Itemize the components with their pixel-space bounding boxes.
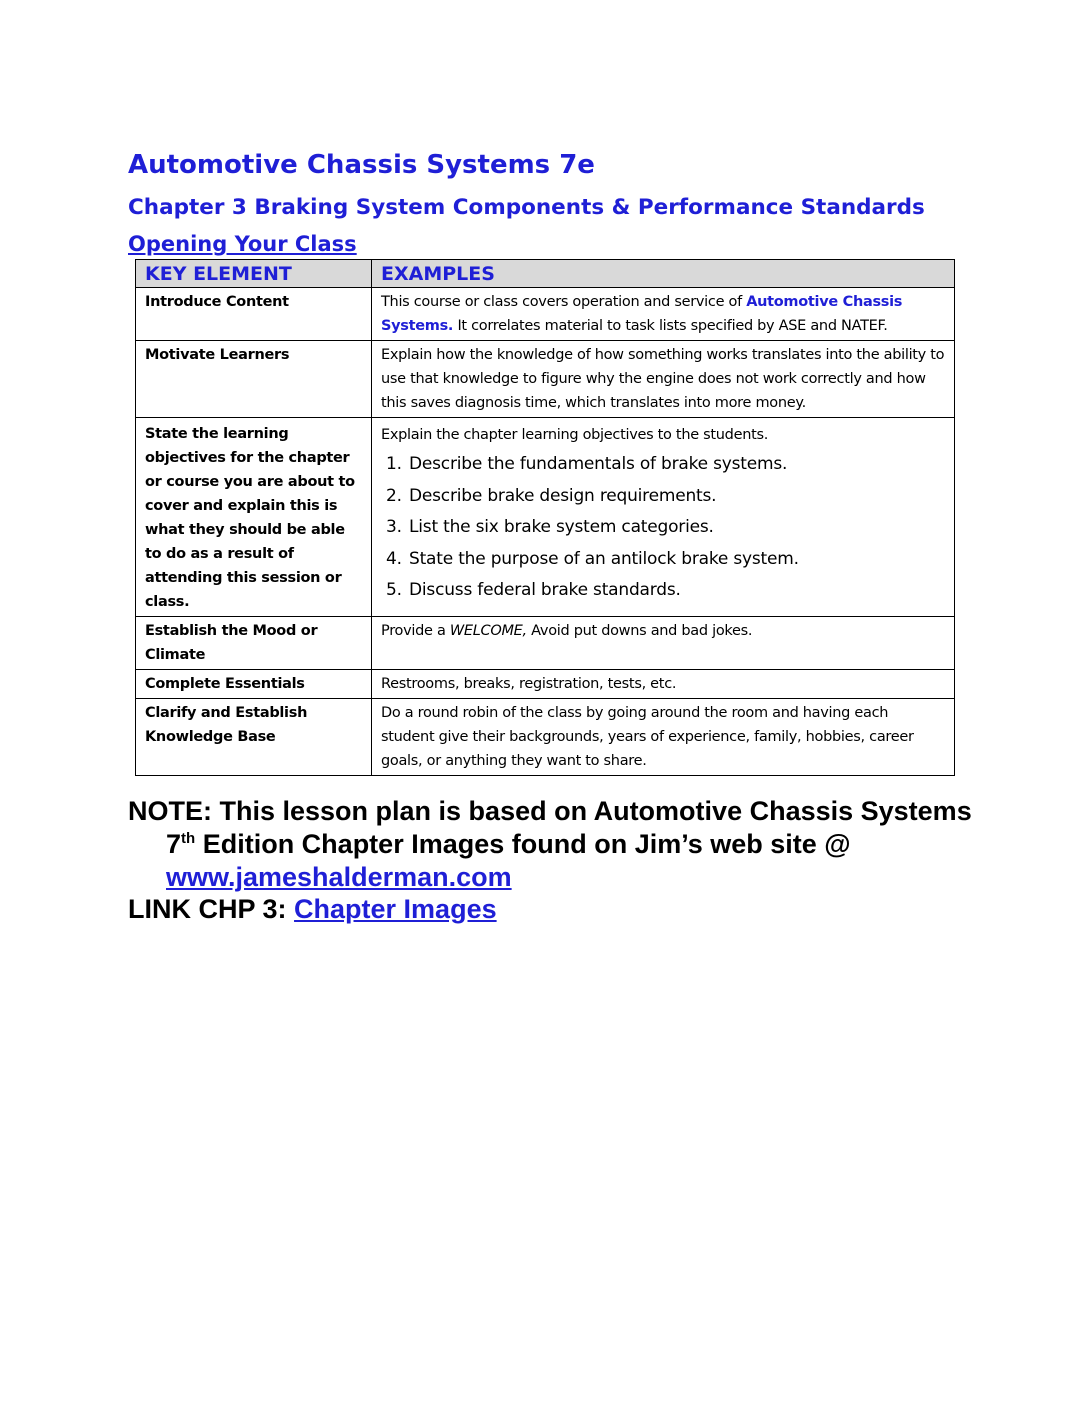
table-row [136, 617, 955, 670]
key-element-cell: Complete Essentials [136, 670, 372, 699]
objectives-intro: Explain the chapter learning objectives to the students. [381, 427, 769, 443]
key-element-cell: State the learning objectives for the chapter or course you are about to cover and explain this is what they should be able to do as a result of attending this session or class. [136, 418, 372, 617]
table-row [136, 418, 955, 617]
italic-text: WELCOME, [449, 623, 527, 639]
table-row [136, 288, 955, 341]
table-row [136, 670, 955, 699]
opening-your-class-link[interactable]: Opening Your Class [128, 232, 357, 256]
example-text: Avoid put downs and bad jokes. [526, 623, 753, 639]
table-row [136, 699, 955, 776]
key-element-cell: Motivate Learners [136, 341, 372, 418]
example-cell: Restrooms, breaks, registration, tests, etc. [372, 670, 955, 699]
objectives-list [381, 449, 945, 607]
objective-item: 1. Describe the fundamentals of brake systems. [407, 449, 945, 481]
objective-item: 4. State the purpose of an antilock brake system. [407, 544, 945, 576]
document-title: Automotive Chassis Systems 7e [128, 150, 595, 180]
objective-item: 5. Discuss federal brake standards. [407, 575, 945, 607]
highlighted-text: Automotive Chassis Systems. [381, 294, 903, 334]
example-text: It correlates material to task lists specified by ASE and NATEF. [453, 318, 888, 334]
website-link[interactable]: www.jameshalderman.com [166, 862, 512, 892]
example-text: Provide a [381, 623, 450, 639]
key-element-header: KEY ELEMENT [136, 260, 372, 288]
example-cell: Explain how the knowledge of how something works translates into the ability to use that knowledge to figure why the engine does not work correctly and how this saves diagnosis time, which translates into more money. [372, 341, 955, 418]
example-cell [372, 418, 955, 617]
example-cell [372, 288, 955, 341]
chapter-link-line [128, 893, 497, 926]
lesson-plan-table [135, 259, 955, 776]
objective-item: 2. Describe brake design requirements. [407, 481, 945, 513]
example-cell [372, 617, 955, 670]
example-text: This course or class covers operation and service of [381, 294, 747, 310]
note-text: Edition Chapter Images found on Jim’s web site @ [195, 829, 851, 859]
chapter-subtitle: Chapter 3 Braking System Components & Performance Standards [128, 195, 925, 220]
objective-item: 3. List the six brake system categories. [407, 512, 945, 544]
key-element-cell: Clarify and Establish Knowledge Base [136, 699, 372, 776]
lesson-plan-note [128, 795, 1006, 894]
key-element-cell: Establish the Mood or Climate [136, 617, 372, 670]
chapter-images-link[interactable]: Chapter Images [294, 894, 497, 924]
example-cell: Do a round robin of the class by going around the room and having each student give their backgrounds, years of experience, family, hobbies, career goals, or anything they want to share. [372, 699, 955, 776]
key-element-cell: Introduce Content [136, 288, 372, 341]
link-label: LINK CHP 3: [128, 894, 295, 924]
table-header-row [136, 260, 955, 288]
table-row [136, 341, 955, 418]
superscript-text: th [181, 830, 196, 847]
note-text: NOTE: This lesson plan is based on Automotive Chassis Systems 7 [128, 796, 972, 859]
examples-header: EXAMPLES [372, 260, 955, 288]
